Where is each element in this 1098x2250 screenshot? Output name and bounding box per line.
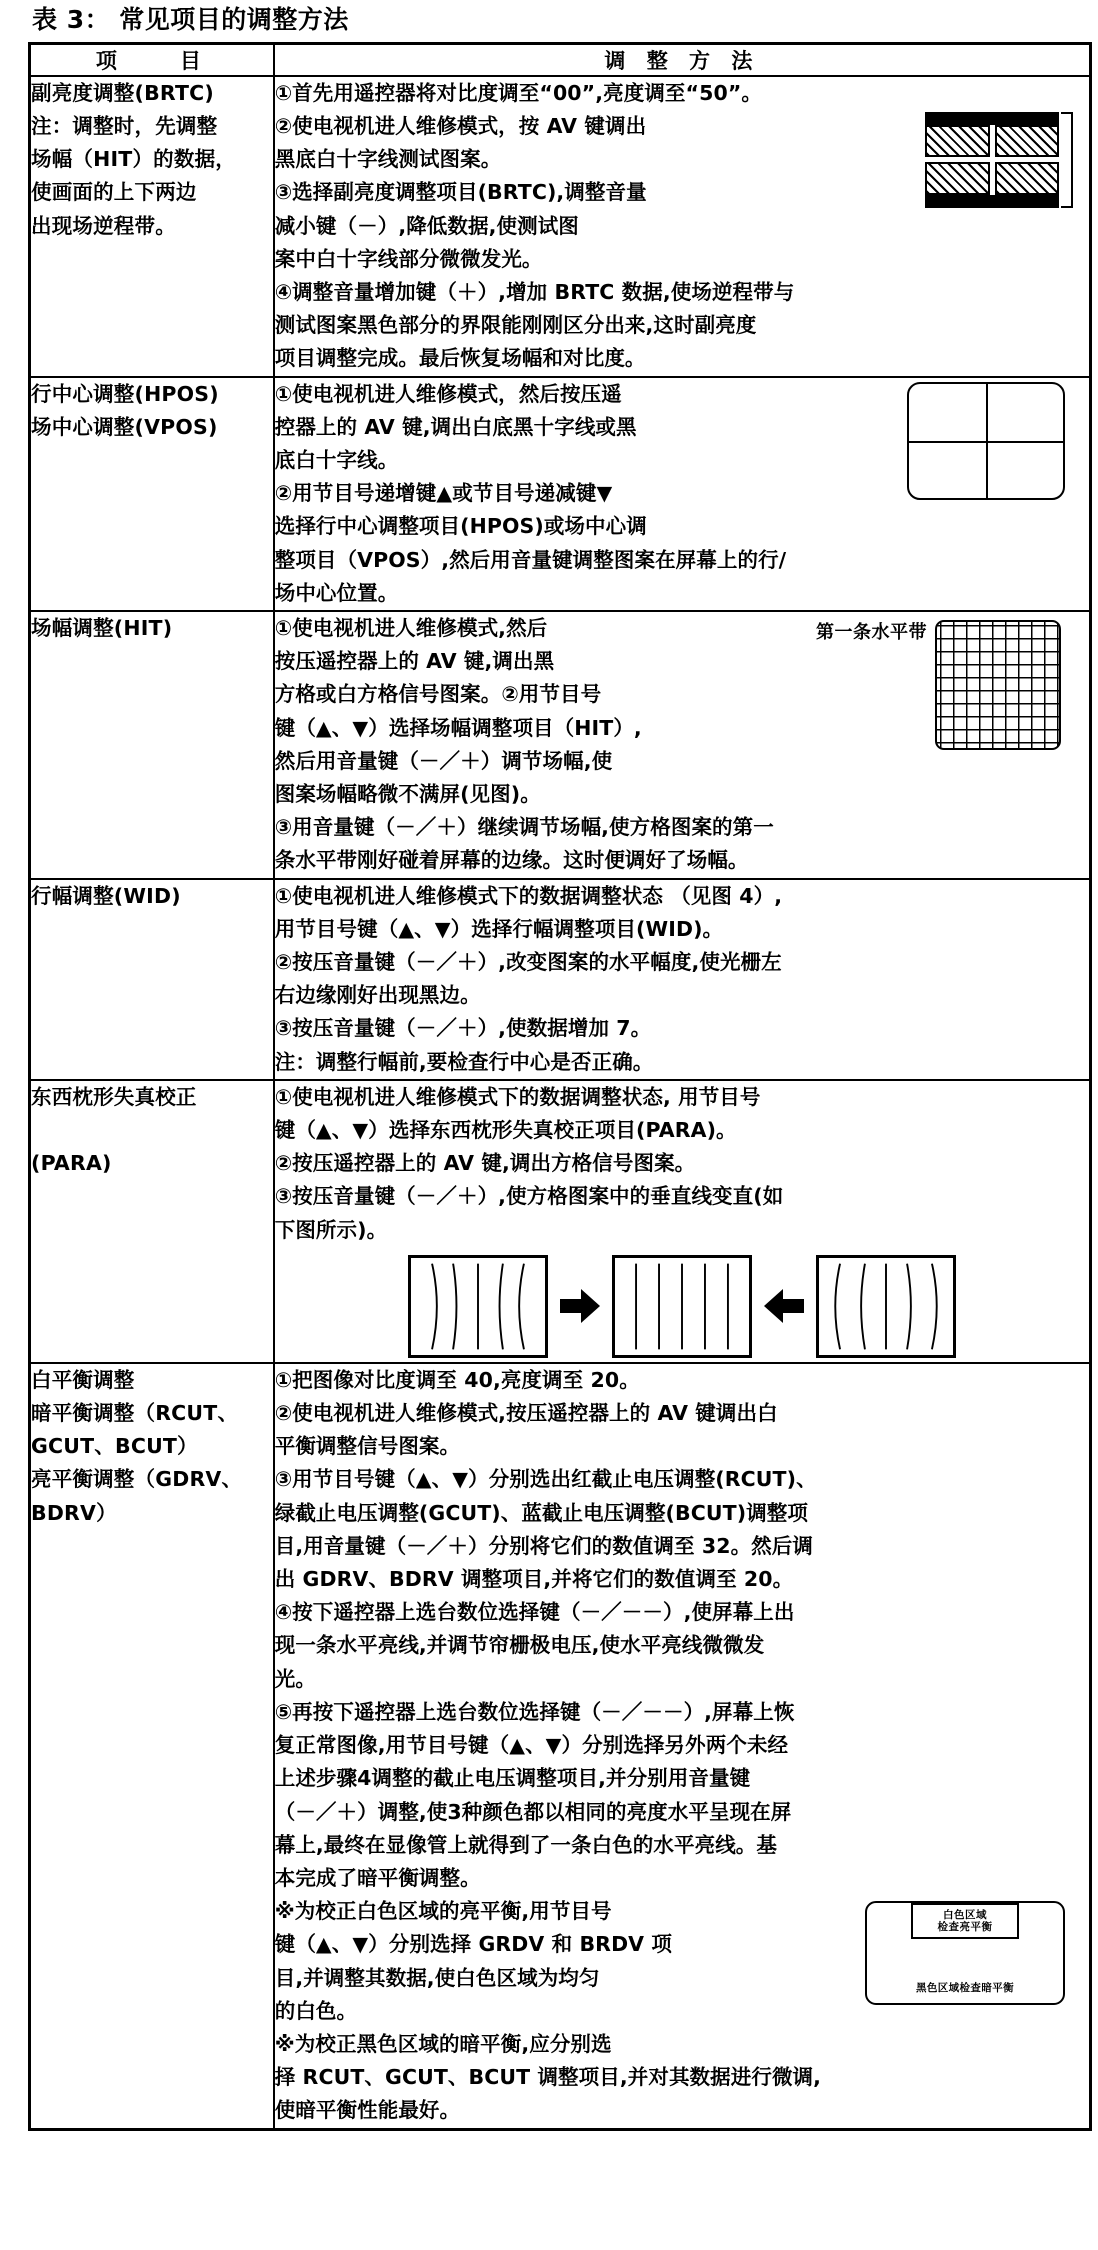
method-line: 底白十字线。 <box>274 447 399 472</box>
method-line: ⑤再按下遥控器上选台数位选择键（－／－－）,屏幕上恢 <box>274 1699 795 1724</box>
method-line: 平衡调整信号图案。 <box>274 1434 461 1459</box>
item-cell-white-balance <box>30 1363 274 2129</box>
hatch-quadrant <box>925 125 990 158</box>
white-region-label-line1: 白色区域 <box>943 1909 987 1922</box>
method-line: ①使电视机进人维修模式,然后 <box>274 616 548 640</box>
arrow-right-icon <box>560 1289 600 1323</box>
table-row <box>30 1080 1091 1363</box>
method-line: 光。 <box>274 1666 316 1691</box>
method-line: 然后用音量键（－／＋）调节场幅,使 <box>274 748 613 773</box>
item-line: 东西枕形失真校正 <box>31 1084 197 1109</box>
method-line: ②按压遥控器上的 AV 键,调出方格信号图案。 <box>274 1151 696 1176</box>
method-line: 条水平带刚好碰着屏幕的边缘。这时便调好了场幅。 <box>274 848 749 873</box>
pincushion-inward-pattern <box>408 1255 548 1358</box>
method-line: ①使电视机进人维修模式下的数据调整状态, 用节目号 <box>274 1084 761 1109</box>
pincushion-outward-icon <box>819 1258 953 1355</box>
method-line: ③用节目号键（▲、▼）分别选出红截止电压调整(RCUT)、 <box>274 1467 817 1492</box>
crosshair-screen-figure <box>907 382 1075 500</box>
table-row <box>30 1363 1091 2129</box>
white-balance-screen-figure <box>865 1901 1077 2005</box>
method-line: 绿截止电压调整(GCUT)、蓝截止电压调整(BCUT)调整项 <box>274 1500 808 1525</box>
item-cell-wid <box>30 879 274 1080</box>
hatch-quadrant <box>925 162 990 195</box>
method-line: 键（▲、▼）选择场幅调整项目（HIT）, <box>274 715 642 740</box>
method-line: 控器上的 AV 键,调出白底黑十字线或黑 <box>274 414 637 439</box>
hatch-quadrant <box>995 125 1060 158</box>
method-line: ②按压音量键（－／＋）,改变图案的水平幅度,使光栅左 <box>274 950 782 975</box>
method-cell-brtc <box>274 76 1091 377</box>
item-line: 场幅调整(HIT) <box>31 616 173 640</box>
column-header-item: 项 目 <box>30 43 274 76</box>
table-caption: 表 3： 常见项目的调整方法 <box>32 5 349 34</box>
method-line: 黑底白十字线测试图案。 <box>274 147 502 172</box>
item-cell-hpos-vpos <box>30 377 274 611</box>
method-line: 案中白十字线部分微微发光。 <box>274 246 543 271</box>
table-row <box>30 879 1091 1080</box>
method-line: 本完成了暗平衡调整。 <box>274 1865 481 1890</box>
item-line: (PARA) <box>31 1151 112 1176</box>
horizontal-crosshair-line-icon <box>909 441 1063 443</box>
item-cell-para <box>30 1080 274 1363</box>
item-line: 行中心调整(HPOS) <box>31 381 219 406</box>
item-line: 副亮度调整(BRTC) <box>31 80 214 105</box>
item-line <box>31 1114 273 1147</box>
bracket-icon <box>1061 112 1073 208</box>
method-line: 右边缘刚好出现黑边。 <box>274 983 481 1008</box>
method-line: ①把图像对比度调至 40,亮度调至 20。 <box>274 1367 640 1392</box>
item-line: GCUT、BCUT） <box>31 1434 198 1459</box>
method-cell-wid <box>274 879 1091 1080</box>
method-line: ③用音量键（－／＋）继续调节场幅,使方格图案的第一 <box>274 815 774 840</box>
method-line: 目,并调整其数据,使白色区域为均匀 <box>274 1965 600 1990</box>
method-line: 目,用音量键（－／＋）分别将它们的数值调至 32。然后调 <box>274 1533 813 1558</box>
retrace-bar-top-icon <box>925 112 1059 125</box>
item-line: 行幅调整(WID) <box>31 883 181 908</box>
test-pattern-box <box>925 112 1059 208</box>
method-line: 测试图案黑色部分的界限能刚刚区分出来,这时副亮度 <box>274 313 757 338</box>
method-line: 的白色。 <box>274 1998 358 2023</box>
table-row <box>30 611 1091 879</box>
item-line: 白平衡调整 <box>31 1367 135 1392</box>
item-line: 注：调整时，先调整 <box>31 113 218 138</box>
method-line: 项目调整完成。最后恢复场幅和对比度。 <box>274 346 646 371</box>
method-line: 复正常图像,用节目号键（▲、▼）分别选择另外两个未经 <box>274 1733 789 1758</box>
method-line: ④调整音量增加键（＋）,增加 BRTC 数据,使场逆程带与 <box>274 279 795 304</box>
method-line: ②使电视机进人维修模式，按 AV 键调出 <box>274 113 647 138</box>
method-line: 键（▲、▼）选择东西枕形失真校正项目(PARA)。 <box>274 1118 737 1143</box>
table-row <box>30 377 1091 611</box>
method-line: ①使电视机进人维修模式，然后按压遥 <box>274 381 622 406</box>
screen-outline <box>907 382 1065 500</box>
item-line: 出现场逆程带。 <box>31 213 176 238</box>
method-line: ※为校正黑色区域的暗平衡,应分别选 <box>274 2031 612 2056</box>
item-line: 使画面的上下两边 <box>31 180 197 205</box>
item-cell-brtc <box>30 76 274 377</box>
method-cell-hit <box>274 611 1091 879</box>
method-cell-hpos-vpos <box>274 377 1091 611</box>
method-line: ②用节目号递增键▲或节目号递减键▼ <box>274 481 613 506</box>
pincushion-outward-pattern <box>816 1255 956 1358</box>
brtc-cross-hatch-pattern-figure <box>925 112 1075 208</box>
method-line: （－／＋）调整,使3种颜色都以相同的亮度水平呈现在屏 <box>274 1799 792 1824</box>
method-line: 现一条水平亮线,并调节帘栅极电压,使水平亮线微微发 <box>274 1633 765 1658</box>
pincushion-inward-icon <box>411 1258 545 1355</box>
method-line: 使暗平衡性能最好。 <box>274 2098 461 2123</box>
straight-lines-icon <box>615 1258 749 1355</box>
method-line: ④按下遥控器上选台数位选择键（－／－－）,使屏幕上出 <box>274 1600 795 1625</box>
pincushion-correction-diagram-figure <box>275 1255 1089 1358</box>
method-line: 注：调整行幅前,要检查行中心是否正确。 <box>274 1049 654 1074</box>
pincushion-corrected-pattern <box>612 1255 752 1358</box>
method-line: 择 RCUT、GCUT、BCUT 调整项目,并对其数据进行微调, <box>274 2065 822 2090</box>
method-line: 用节目号键（▲、▼）选择行幅调整项目(WID)。 <box>274 916 724 941</box>
method-line: 键（▲、▼）分别选择 GRDV 和 BRDV 项 <box>274 1932 672 1957</box>
grid-pattern-figure <box>935 620 1073 750</box>
black-region-label: 黑色区域检查暗平衡 <box>915 1982 1015 1995</box>
method-line: 方格或白方格信号图案。②用节目号 <box>274 682 602 707</box>
method-line: 整项目（VPOS）,然后用音量键调整图案在屏幕上的行/ <box>274 547 787 572</box>
method-line: 减小键（－）,降低数据,使测试图 <box>274 213 579 238</box>
grid-pattern-box <box>935 620 1061 750</box>
method-line: 上述步骤4调整的截止电压调整项目,并分别用音量键 <box>274 1766 751 1791</box>
white-region-label-line2: 检查亮平衡 <box>937 1921 993 1934</box>
table-header-row <box>30 43 1091 76</box>
item-cell-hit <box>30 611 274 879</box>
hatch-quadrant <box>995 162 1060 195</box>
item-line: 暗平衡调整（RCUT、 <box>31 1401 239 1426</box>
item-line: 亮平衡调整（GDRV、 <box>31 1467 243 1492</box>
white-region-box <box>911 1903 1019 1939</box>
method-line: ③按压音量键（－／＋）,使数据增加 7。 <box>274 1016 652 1041</box>
method-line: 幕上,最终在显像管上就得到了一条白色的水平亮线。基 <box>274 1832 778 1857</box>
method-line: ①使电视机进人维修模式下的数据调整状态 （见图 4）, <box>274 883 783 908</box>
column-header-method: 调 整 方 法 <box>274 43 1091 76</box>
method-cell-para <box>274 1080 1091 1363</box>
table-row <box>30 76 1091 377</box>
figure-label-first-horizontal-band: 第一条水平带 <box>816 622 927 643</box>
item-line: BDRV） <box>31 1500 117 1525</box>
method-line: 出 GDRV、BDRV 调整项目,并将它们的数值调至 20。 <box>274 1567 794 1592</box>
white-balance-screen-outline <box>865 1901 1065 2005</box>
method-line: 下图所示)。 <box>274 1217 388 1242</box>
method-line: 按压遥控器上的 AV 键,调出黑 <box>274 649 555 674</box>
method-line: ②使电视机进人维修模式,按压遥控器上的 AV 键调出白 <box>274 1401 778 1426</box>
item-line: 场中心调整(VPOS) <box>31 414 218 439</box>
method-line: 选择行中心调整项目(HPOS)或场中心调 <box>274 514 647 539</box>
method-line: ③按压音量键（－／＋）,使方格图案中的垂直线变直(如 <box>274 1184 784 1209</box>
method-line: ※为校正白色区域的亮平衡,用节目号 <box>274 1899 612 1924</box>
retrace-bar-bottom-icon <box>925 195 1059 208</box>
hatched-quadrants <box>925 125 1059 195</box>
method-line: ①首先用遥控器将对比度调至“00”,亮度调至“50”。 <box>274 80 763 105</box>
item-line: 场幅（HIT）的数据， <box>31 147 236 172</box>
method-line: 图案场幅略微不满屏(见图)。 <box>274 782 541 807</box>
method-line: 场中心位置。 <box>274 580 399 605</box>
method-line: ③选择副亮度调整项目(BRTC),调整音量 <box>274 180 647 205</box>
adjustment-methods-table <box>28 42 1092 2131</box>
arrow-left-icon <box>764 1289 804 1323</box>
method-cell-white-balance <box>274 1363 1091 2129</box>
